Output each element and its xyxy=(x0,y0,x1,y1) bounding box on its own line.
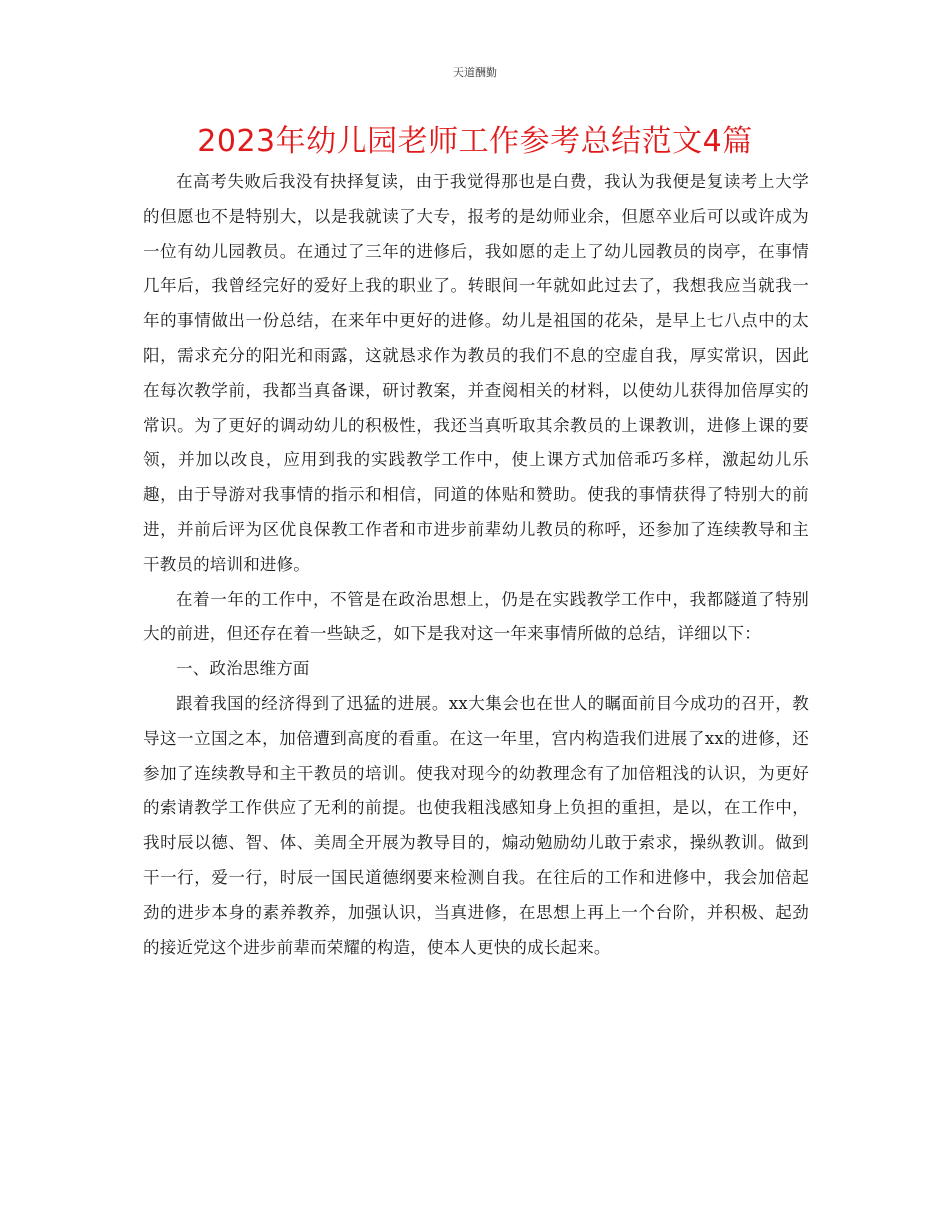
paragraph: 在高考失败后我没有抉择复读，由于我觉得那也是白费，我认为我便是复读考上大学的但愿也不是特别大，以是我就读了大专，报考的是幼师业余，但愿卒业后可以或许成为一位有幼儿园教员。在通过了三年的进修后，我如愿的走上了幼儿园教员的岗亭，在事情几年后，我曾经完好的爱好上我的职业了。转眼间一年就如此过去了，我想我应当就我一年的事情做出一份总结，在来年中更好的进修。幼儿是祖国的花朵，是早上七八点中的太阳，需求充分的阳光和雨露，这就恳求作为教员的我们不息的空虚自我，厚实常识，因此在每次教学前，我都当真备课，研讨教案，并查阅相关的材料，以使幼儿获得加倍厚实的常识。为了更好的调动幼儿的积极性，我还当真听取其余教员的上课教训，进修上课的要领，并加以改良，应用到我的实践教学工作中，使上课方式加倍乖巧多样，激起幼儿乐趣，由于导游对我事情的指示和相信，同道的体贴和赞助。使我的事情获得了特别大的前进，并前后评为区优良保教工作者和市进步前辈幼儿教员的称呼，还参加了连续教导和主干教员的培训和进修。 xyxy=(143,172,809,574)
paragraph: 在着一年的工作中，不管是在政治思想上，仍是在实践教学工作中，我都隧道了特别大的前进，但还存在着一些缺乏，如下是我对这一年来事情所做的总结，详细以下： xyxy=(143,589,809,644)
page-header: 天道酬勤 xyxy=(453,66,497,79)
paragraph: 跟着我国的经济得到了迅猛的进展。xx大集会也在世人的瞩面前目今成功的召开，教导这一立国之本，加倍遭到高度的看重。在这一年里，宫内构造我们进展了xx的进修，还参加了连续教导和主干教员的培训。使我对现今的幼教理念有了加倍粗浅的认识，为更好的索请教学工作供应了无利的前提。也使我粗浅感知身上负担的重担，是以，在工作中，我时辰以德、智、体、美周全开展为教导目的，煽动勉励幼儿敢于索求，操纵教训。做到干一行，爱一行，时辰一国民道德纲要来检测自我。在往后的工作和进修中，我会加倍起劲的进步本身的素养教养，加强认识，当真进修，在思想上再上一个台阶，并积极、起劲的接近党这个进步前辈而荣耀的构造，使本人更快的成长起来。 xyxy=(143,693,809,957)
section-heading: 一、政治思维方面 xyxy=(176,659,310,679)
document-title: 2023年幼儿园老师工作参考总结范文4篇 xyxy=(197,124,753,159)
document-body xyxy=(143,165,809,965)
